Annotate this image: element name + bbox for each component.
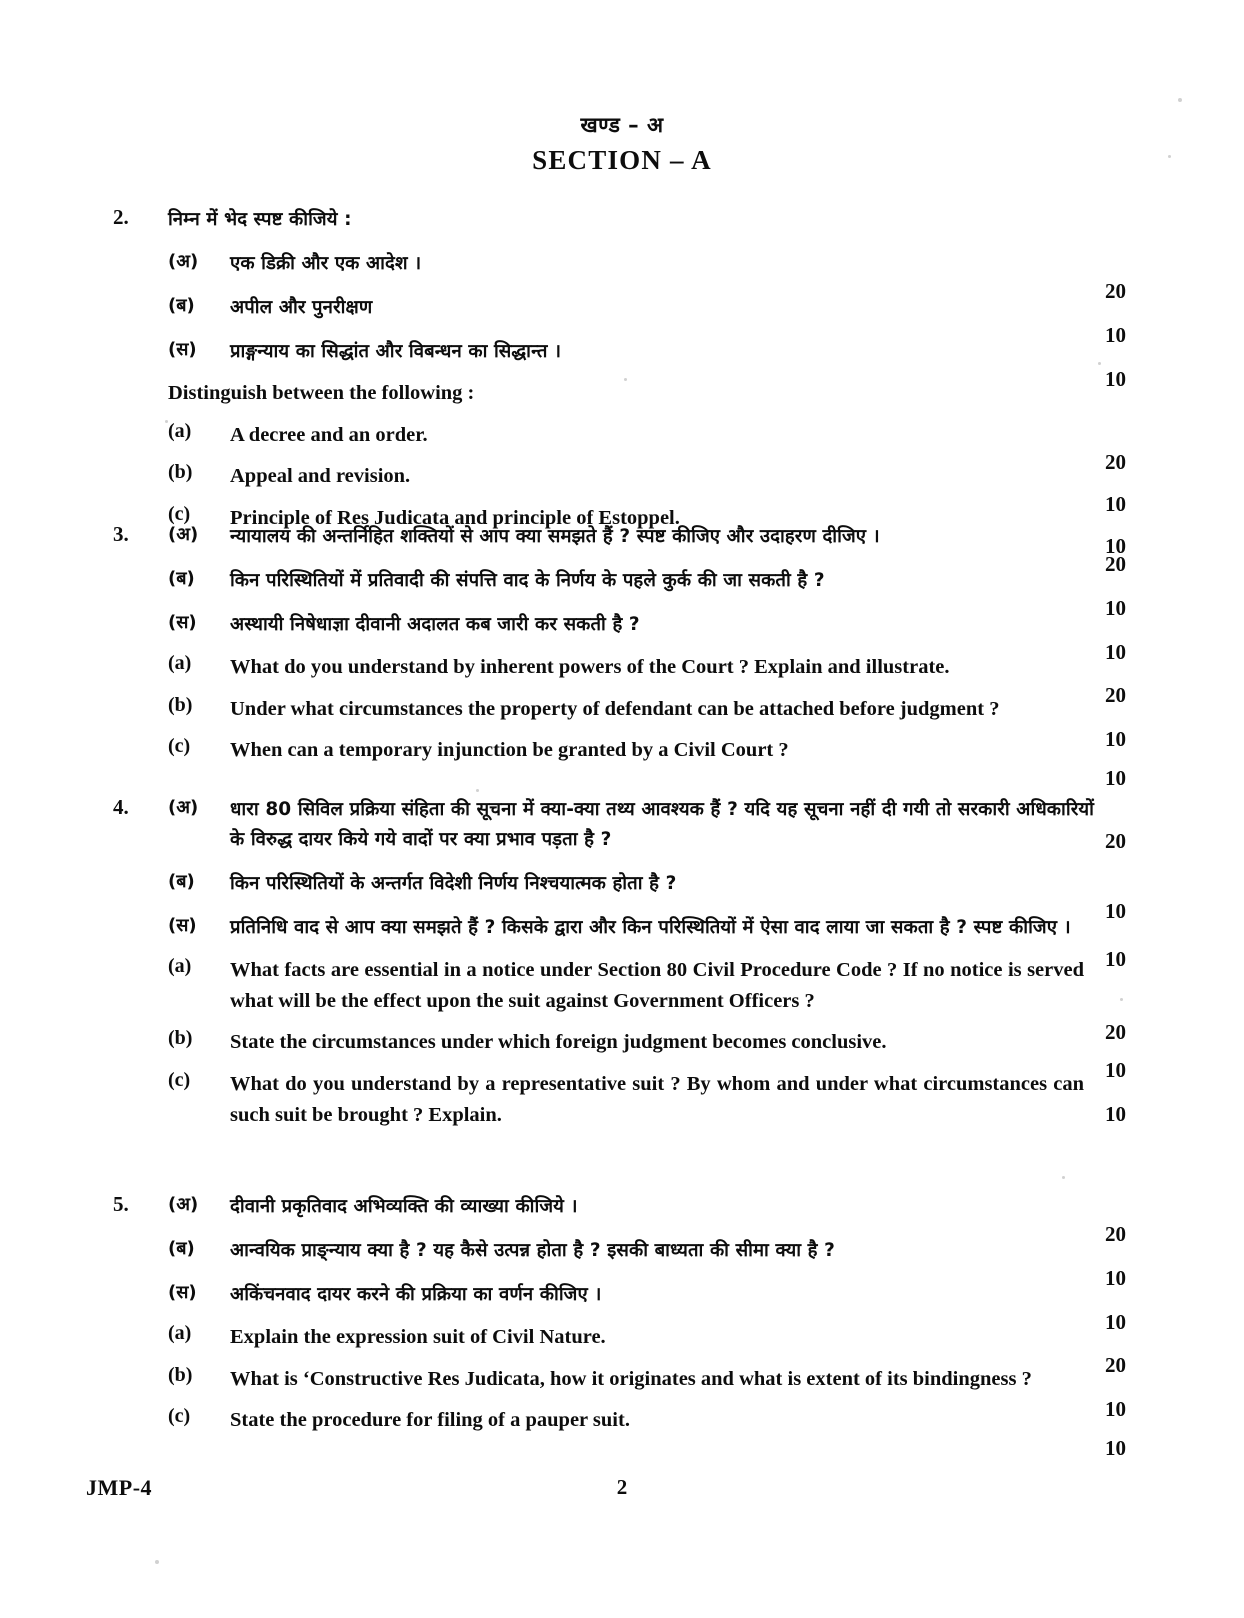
part-text-hindi: प्रतिनिधि वाद से आप क्या समझते हैं ? किसके द्वारा और किन परिस्थितियों में ऐसा वाद लाया जा सकता है ? स्पष्ट कीजिए । [230, 916, 1071, 938]
part-label-hindi: (स) [168, 611, 197, 633]
question-part-row [0, 869, 1244, 923]
scan-speck [476, 789, 479, 792]
question-stem-hindi-row [0, 205, 1244, 235]
part-label-english: (c) [168, 1069, 191, 1092]
part-marks: 10 [1105, 726, 1126, 751]
part-label-english: (c) [168, 1405, 191, 1428]
part-marks: 10 [1105, 1102, 1126, 1127]
part-text-english: What is ‘Constructive Res Judicata, how it originates and what is extent of its bindingness ? [230, 1367, 1032, 1390]
part-label-hindi: (अ) [168, 1194, 199, 1215]
question-part-row [0, 1405, 1244, 1461]
part-text-hindi: अस्थायी निषेधाज्ञा दीवानी अदालत कब जारी कर सकती है ? [230, 613, 640, 635]
part-text-english: Explain the expression suit of Civil Nature. [230, 1325, 606, 1348]
part-marks: 20 [1105, 829, 1126, 853]
question-part-row [0, 293, 1244, 347]
part-marks: 10 [1105, 766, 1126, 791]
question-part-row [0, 522, 1244, 576]
part-label-hindi: (ब) [168, 870, 195, 892]
part-text-english: State the circumstances under which foreign judgment becomes conclusive. [230, 1031, 887, 1054]
part-marks: 10 [1105, 366, 1126, 391]
question-part-row [0, 419, 1244, 475]
part-text-hindi: प्राङ्गन्याय का सिद्धांत और विबन्धन का सिद्धान्त । [230, 340, 562, 362]
part-label-english: (a) [168, 954, 192, 977]
part-marks: 10 [1105, 595, 1126, 620]
part-label-hindi: (स) [168, 338, 197, 360]
part-text-english: When can a temporary injunction be granted by a Civil Court ? [230, 739, 789, 762]
part-label-english: (a) [168, 651, 192, 674]
part-marks: 10 [1105, 533, 1126, 558]
question-part-row [0, 913, 1244, 971]
part-text-hindi: आन्वयिक प्राङ्न्याय क्या है ? यह कैसे उत्पन्न होता है ? इसकी बाध्यता की सीमा क्या है ? [230, 1239, 835, 1261]
question-stem-hindi: निम्न में भेद स्पष्ट कीजिये : [168, 209, 352, 230]
question-part-row [0, 1069, 1244, 1131]
scan-speck [1168, 155, 1171, 158]
part-marks: 20 [1105, 1352, 1126, 1377]
part-text-english: A decree and an order. [230, 423, 428, 446]
part-marks: 10 [1105, 639, 1126, 664]
part-label-hindi: (स) [168, 1281, 197, 1303]
question-stem-english: Distinguish between the following : [168, 381, 475, 404]
question-part-row [0, 566, 1244, 620]
part-marks: 10 [1105, 322, 1126, 347]
section-header [0, 112, 1244, 177]
question-part-row [0, 795, 1244, 855]
question-part-row [0, 1236, 1244, 1290]
part-text-hindi: एक डिक्री और एक आदेश । [230, 252, 422, 274]
part-text-english: Under what circumstances the property of defendant can be attached before judgment ? [230, 697, 1000, 720]
part-label-english: (a) [168, 1321, 192, 1344]
question-block-5 [0, 1192, 1244, 1461]
part-marks: 10 [1105, 1309, 1126, 1334]
part-text-hindi: धारा 80 सिविल प्रक्रिया संहिता की सूचना में क्या-क्या तथ्य आवश्यक हैं ? यदि यह सूचना नहीं दी गयी तो सरकारी अधिकारियों के विरुद्ध दायर किये गये वादों पर क्या प्रभाव पड़ता है ? [230, 799, 1094, 850]
part-label-english: (a) [168, 419, 192, 442]
scan-speck [165, 420, 168, 423]
part-text-english: What facts are essential in a notice under Section 80 Civil Procedure Code ? If no notice is served what will be the effect upon the suit against Government Officers ? [230, 958, 1084, 1012]
question-stem-english-row [0, 378, 1244, 409]
part-marks: 20 [1105, 450, 1126, 475]
part-label-hindi: (अ) [168, 250, 199, 272]
question-part-row [0, 1192, 1244, 1246]
part-text-english: Appeal and revision. [230, 465, 411, 488]
part-marks: 10 [1105, 946, 1126, 971]
paper-code: JMP-4 [86, 1475, 153, 1500]
part-text-english: State the procedure for filing of a pauper suit. [230, 1409, 630, 1432]
scan-speck [624, 378, 627, 381]
part-text-english: Principle of Res Judicata and principle of Estoppel. [230, 507, 680, 530]
question-number: 2. [113, 205, 129, 229]
scan-speck [155, 1560, 159, 1564]
part-text-english: What do you understand by inherent powers of the Court ? Explain and illustrate. [230, 655, 950, 678]
scan-speck [1178, 98, 1182, 102]
part-marks: 10 [1105, 492, 1126, 517]
part-label-hindi: (ब) [168, 294, 195, 316]
part-text-hindi: किन परिस्थितियों में प्रतिवादी की संपत्ति वाद के निर्णय के पहले कुर्क की जा सकती है ? [230, 569, 825, 591]
question-part-row [0, 610, 1244, 664]
part-marks: 20 [1105, 682, 1126, 707]
part-marks: 10 [1105, 1265, 1126, 1290]
question-part-row [0, 461, 1244, 517]
part-label-english: (b) [168, 1363, 193, 1386]
section-title-hindi: खण्ड – अ [580, 113, 664, 137]
part-label-hindi: (अ) [168, 797, 199, 818]
scan-speck [1098, 362, 1101, 365]
part-marks: 10 [1105, 1396, 1126, 1421]
question-part-row [0, 249, 1244, 303]
scan-speck [845, 1382, 848, 1385]
part-text-hindi: किन परिस्थितियों के अन्तर्गत विदेशी निर्णय निश्चयात्मक होता है ? [230, 872, 677, 894]
scan-speck [1120, 998, 1123, 1001]
part-text-hindi: अकिंचनवाद दायर करने की प्रक्रिया का वर्णन कीजिए । [230, 1283, 602, 1305]
part-marks: 10 [1105, 1436, 1126, 1461]
question-number: 5. [113, 1192, 129, 1216]
part-marks: 20 [1105, 551, 1126, 576]
question-part-row [0, 337, 1244, 391]
question-part-row [0, 1027, 1244, 1083]
part-label-english: (b) [168, 461, 193, 484]
question-number: 4. [113, 795, 129, 819]
part-marks: 10 [1105, 898, 1126, 923]
section-title-english: SECTION – A [532, 145, 712, 176]
scan-speck [1062, 1176, 1065, 1179]
question-number: 3. [113, 522, 129, 546]
part-marks: 20 [1105, 1019, 1126, 1044]
question-block-3 [0, 522, 1244, 791]
part-text-hindi: दीवानी प्रकृतिवाद अभिव्यक्ति की व्याख्या कीजिये । [230, 1196, 578, 1217]
page-number: 2 [616, 1475, 628, 1499]
part-text-hindi: अपील और पुनरीक्षण [230, 296, 373, 318]
part-label-english: (c) [168, 503, 191, 526]
question-part-row [0, 735, 1244, 791]
part-label-hindi: (अ) [168, 524, 199, 545]
part-label-hindi: (ब) [168, 567, 195, 589]
question-part-row [0, 1280, 1244, 1334]
part-text-english: What do you understand by a representative suit ? By whom and under what circumstances can such suit be brought ? Explain. [230, 1073, 1084, 1126]
part-marks: 20 [1105, 1221, 1126, 1246]
part-text-hindi: न्यायालय की अन्तर्निहित शक्तियों से आप क्या समझते हैं ? स्पष्ट कीजिए और उदाहरण दीजिए । [230, 526, 880, 547]
part-label-english: (b) [168, 1027, 193, 1050]
part-label-english: (c) [168, 735, 191, 758]
part-label-english: (b) [168, 693, 193, 716]
part-label-hindi: (स) [168, 914, 197, 936]
part-label-hindi: (ब) [168, 1237, 195, 1259]
part-marks: 10 [1105, 1058, 1126, 1083]
part-marks: 20 [1105, 278, 1126, 303]
question-block-4 [0, 795, 1244, 1131]
